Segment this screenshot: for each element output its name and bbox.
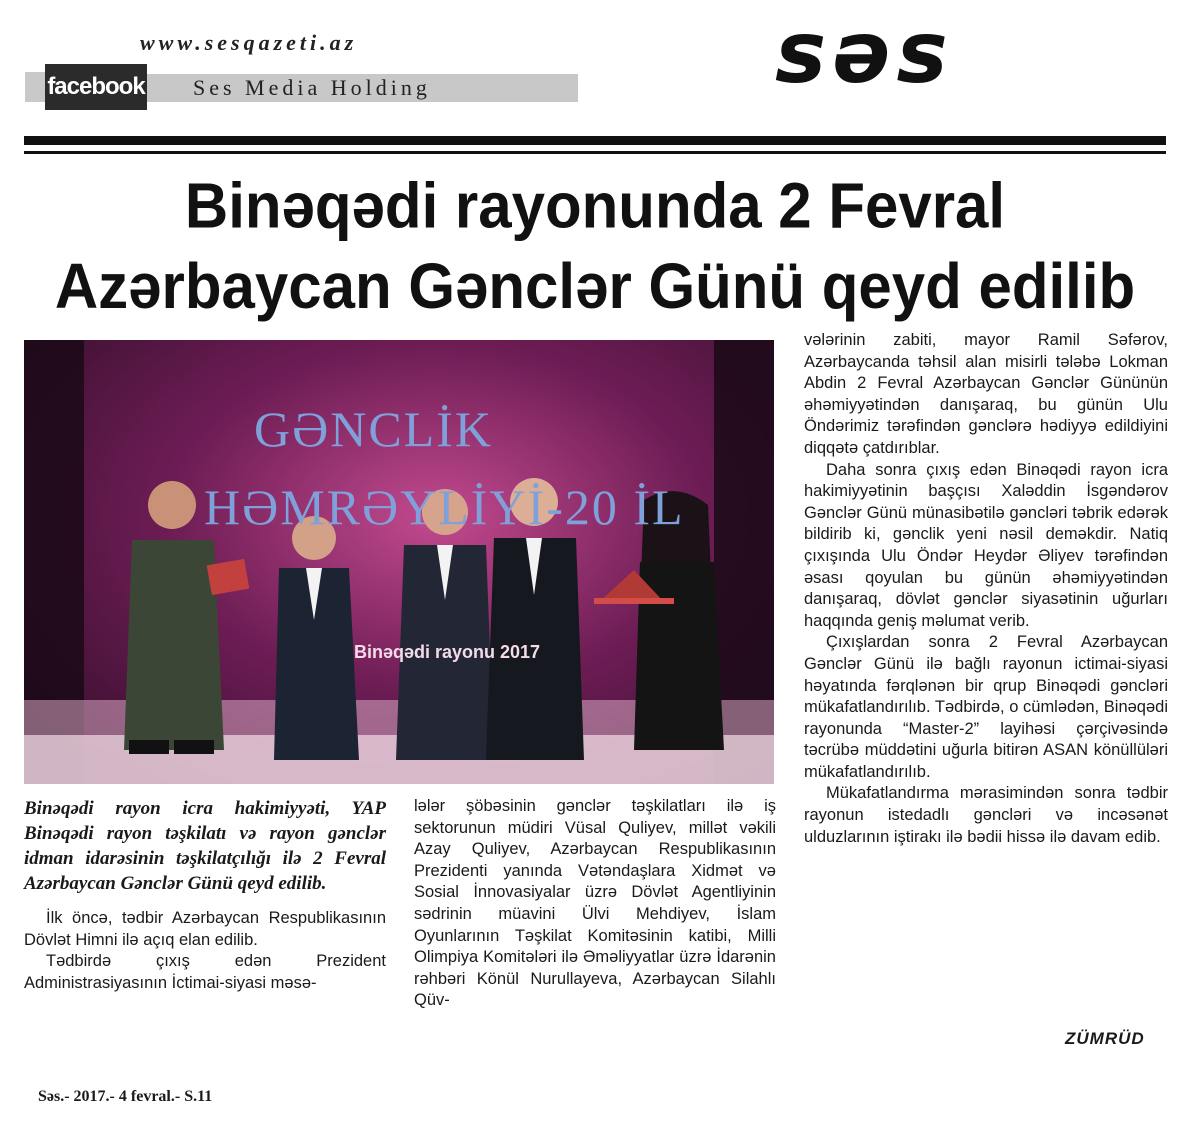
col1-paragraph-2: Tədbirdə çıxış edən Prezident Administrasiyasının İctimai-siyasi məsə- xyxy=(24,952,386,992)
facebook-badge-shadow xyxy=(25,72,45,102)
article-headline xyxy=(24,166,1166,327)
lead-paragraph: Binəqədi rayon icra hakimiyyəti, YAP Binəqədi rayon təşkilatı və rayon gənclər idman idarəsinin təşkilatçılığı ilə 2 Fevral Azərbaycan Gənclər Günü qeyd edilib. xyxy=(24,798,386,894)
article-photo xyxy=(24,340,774,784)
person-2 xyxy=(274,516,359,760)
screen-text-line-1: GƏNCLİK xyxy=(254,401,493,457)
column-2 xyxy=(414,796,776,1012)
col3-paragraph-1: vələrinin zabiti, mayor Ramil Səfərov, Azərbaycanda təhsil alan misirli tələbə Lokman Abdin 2 Fevral Azərbaycan Gənclər Gününün əhəmiyyətindən danışaraq, bu günün Ulu Öndərimiz tərəfindən gənclərə hədiyyə edildiyini diqqətə çatdırıblar. xyxy=(804,331,1168,457)
holding-name: Ses Media Holding xyxy=(193,75,431,100)
col3-paragraph-3: Çıxışlardan sonra 2 Fevral Azərbaycan Gənclər Günü ilə bağlı rayonun ictimai-siyasi həyatında fərqlənən bir qrup Binəqədi gəncləri mükafatlandırılıb. Tədbirdə, o cümlədən, Binəqədi rayonunda “Master-2” layihəsi çərçivəsində təcrübə müddətini uğurla bitirən ASAN könüllüləri mükafatlandırılıb. xyxy=(804,633,1168,781)
headline-line-2: Azərbaycan Gənclər Günü qeyd edilib xyxy=(54,250,1136,322)
newspaper-logo: səs xyxy=(775,3,954,103)
holding-bar xyxy=(147,74,578,102)
headline-line-1: Binəqədi rayonunda 2 Fevral xyxy=(184,170,1006,242)
masthead-rule-thick xyxy=(24,136,1166,145)
screen-text-line-2: HƏMRƏYLİYİ-20 İL xyxy=(204,479,685,535)
facebook-badge[interactable]: facebook xyxy=(45,64,147,110)
column-3 xyxy=(804,330,1168,848)
col3-paragraph-4: Mükafatlandırma mərasimindən sonra tədbir rayonun istedadlı gəncləri və incəsənət ulduzlarının iştirakı ilə bədii hissə ilə davam edib. xyxy=(804,784,1168,846)
source-footer: Səs.- 2017.- 4 fevral.- S.11 xyxy=(38,1088,213,1105)
col3-paragraph-2: Daha sonra çıxış edən Binəqədi rayon icra hakimiyyətinin başçısı Xaləddin İsgəndərov Gənclər Günü münasibətilə gəncləri təbrik edərək bildirib ki, gənclik yeni nəsil deməkdir. Natiq çıxışında Ulu Öndər Heydər Əliyev tərəfindən əsası qoyulan bu günün əhəmiyyətindən danışaraq, dövlət gənclər siyasətinin uğurları haqqında geniş məlumat verib. xyxy=(804,460,1168,630)
website-url[interactable]: www.sesqazeti.az xyxy=(140,30,358,55)
masthead-rule-thin xyxy=(24,151,1166,154)
col2-paragraph-1: lələr şöbəsinin gənclər təşkilatları ilə iş sektorunun müdiri Vüsal Quliyev, millət vəkili Azay Quliyev, Azərbaycan Respublikasının Prezidenti yanında Vətəndaşlara Xidmət və Sosial İnnovasiyalar üzrə Dövlət Agentliyinin sədrinin müavini Ülvi Mehdiyev, İslam Oyunlarının Təşkilat Komitəsinin katibi, Milli Olimpiya Komitələri ilə Əməliyyatlar üzrə İdarənin rəhbəri Könül Nurullayeva, Azərbaycan Silahlı Qüv- xyxy=(414,797,776,1010)
col1-paragraph-1: İlk öncə, tədbir Azərbaycan Respublikasının Dövlət Himni ilə açıq elan edilib. xyxy=(24,909,386,949)
column-1 xyxy=(24,796,386,994)
screen-text-line-3: Binəqədi rayonu 2017 xyxy=(354,642,541,662)
author-signature: ZÜMRÜD xyxy=(1065,1029,1145,1048)
